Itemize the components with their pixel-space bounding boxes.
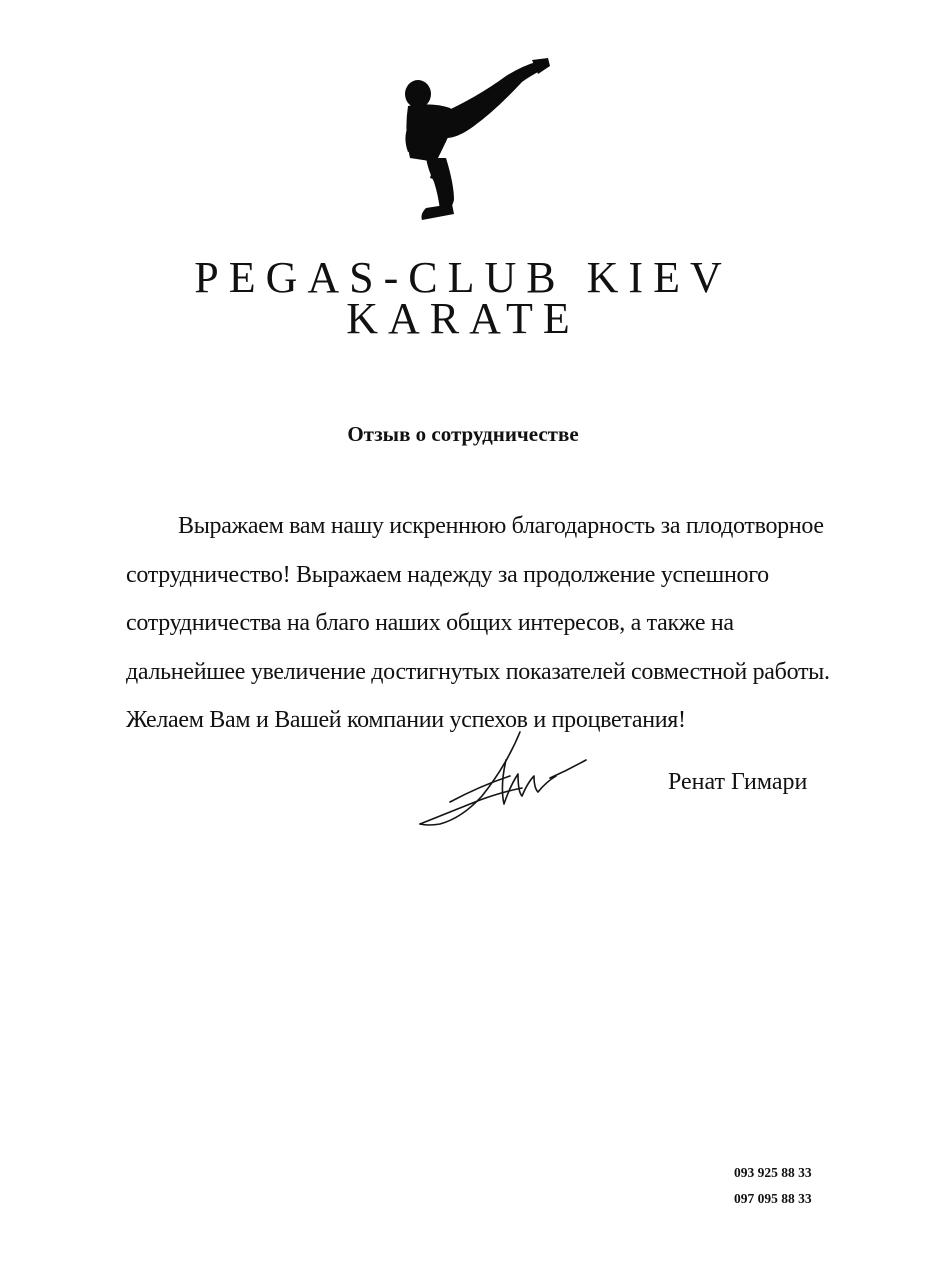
- body-line: сотрудничество! Выражаем надежду за продолжение успешного: [126, 561, 769, 588]
- signer-name: Ренат Гимари: [668, 769, 808, 795]
- discipline-title: KARATE: [346, 294, 580, 343]
- body-line: дальнейшее увеличение достигнутых показателей совместной работы.: [126, 658, 830, 685]
- body-line: Желаем Вам и Вашей компании успехов и процветания!: [126, 707, 686, 733]
- phone-number: 093 925 88 33: [734, 1165, 812, 1180]
- letter-title: Отзыв о сотрудничестве: [347, 422, 579, 446]
- body-line: Выражаем вам нашу искреннюю благодарность за плодотворное: [178, 513, 824, 539]
- karate-kick-silhouette-icon: [396, 54, 556, 226]
- contact-phones: [734, 1160, 812, 1212]
- club-name: PEGAS-CLUB KIEV: [194, 253, 732, 302]
- handwritten-signature-icon: [410, 726, 600, 836]
- phone-number: 097 095 88 33: [734, 1191, 812, 1206]
- letter-body: [126, 502, 916, 745]
- body-line: сотрудничества на благо наших общих интересов, а также на: [126, 610, 734, 636]
